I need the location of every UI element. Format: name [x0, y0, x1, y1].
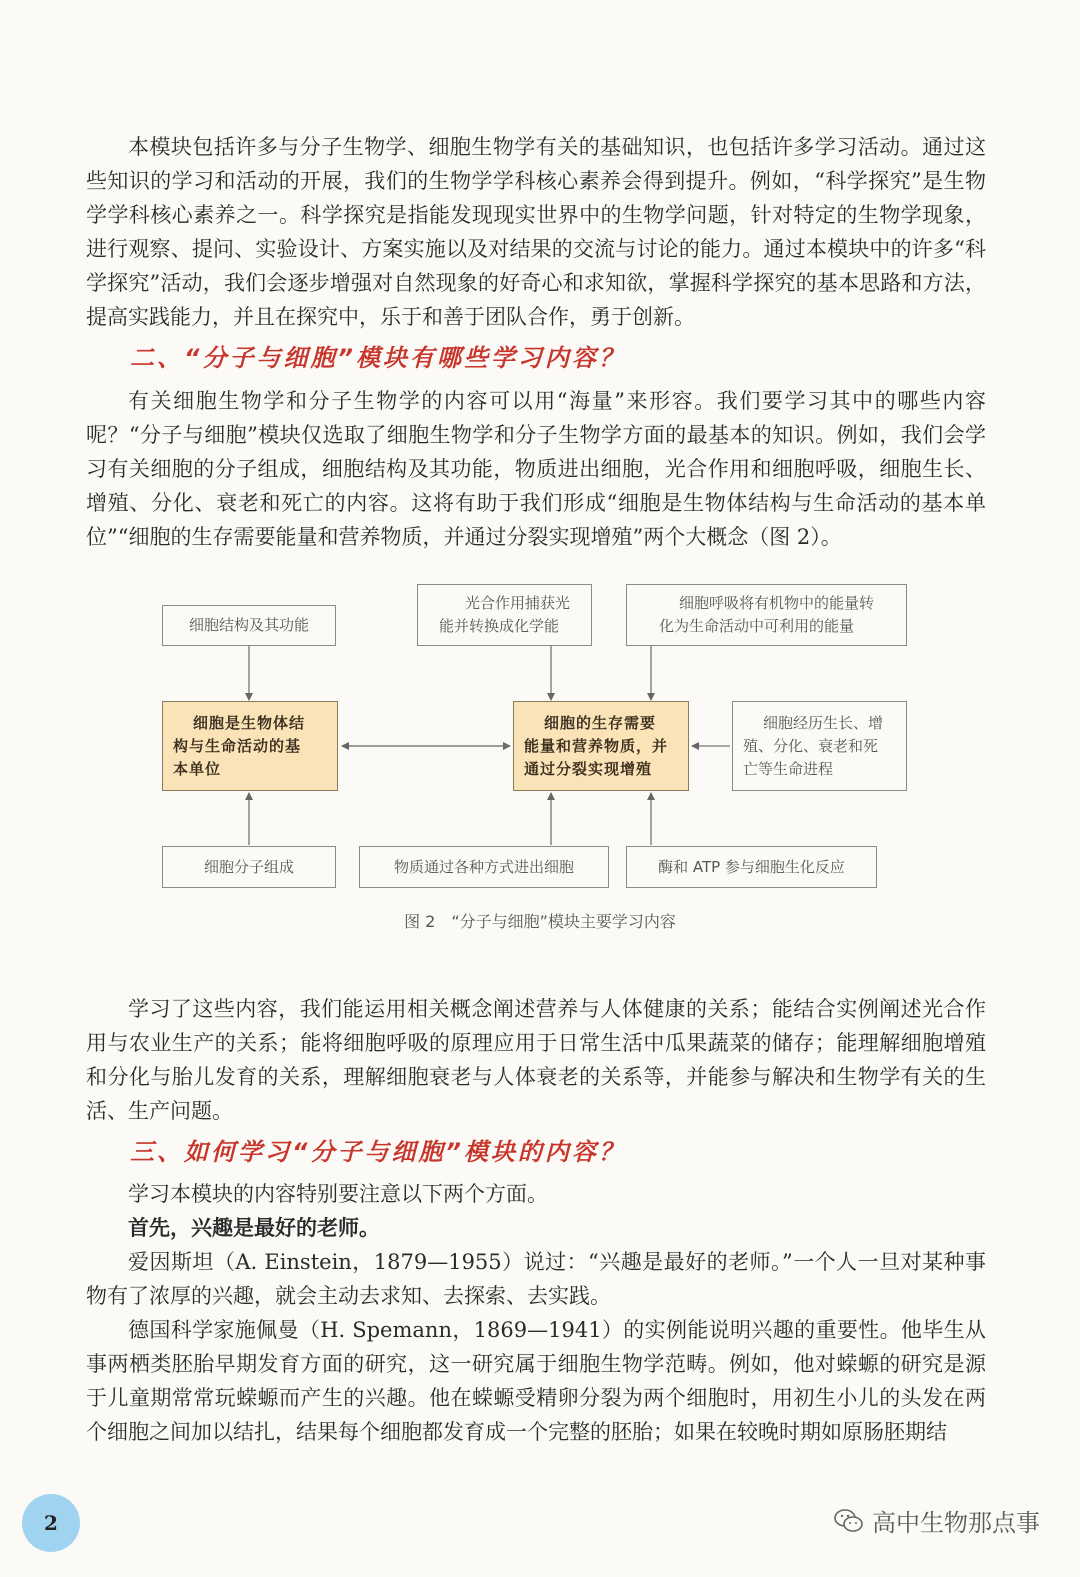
- box-core-left-line: 构与生命活动的基: [173, 736, 302, 755]
- box-core-left-line: 细胞是生物体结: [193, 713, 306, 732]
- box-core-right-line: 通过分裂实现增殖: [524, 759, 653, 778]
- section-heading-3: 三、如何学习“分子与细胞”模块的内容？: [130, 1138, 626, 1166]
- watermark: [834, 1503, 1040, 1538]
- box-cell-structure: [162, 605, 336, 646]
- box-transport: [359, 846, 609, 888]
- intro-paragraph: 本模块包括许多与分子生物学、细胞生物学有关的基础知识，也包括许多学习活动。通过这些知识的学习和活动的开展，我们的生物学学科核心素养会得到提升。例如，“科学探究”是生物学学科核心素养之一。科学探究是指能发现现实世界中的生物学问题，针对特定的生物学现象，进行观察、提问、实验设计、方案实施以及对结果的交流与讨论的能力。通过本模块中的许多“科学探究”活动，我们会逐步增强对自然现象的好奇心和求知欲，掌握科学探究的基本思路和方法，提高实践能力，并且在探究中，乐于和善于团队合作，勇于创新。: [86, 135, 986, 329]
- box-core-left-line: 本单位: [173, 759, 222, 778]
- box-molecular-text: 细胞分子组成: [203, 857, 294, 876]
- spemann-paragraph: 德国科学家施佩曼（H. Spemann，1869—1941）的实例能说明兴趣的重要性。他毕生从事两栖类胚胎早期发育方面的研究，这一研究属于细胞生物学范畴。例如，他对蝾螈的研究是源于儿童期常常玩蝾螈而产生的兴趣。他在蝾螈受精卵分裂为两个细胞时，用初生小儿的头发在两个细胞之间加以结扎，结果每个细胞都发育成一个完整的胚胎；如果在较晚时期如原肠胚期结: [86, 1318, 986, 1444]
- box-molecular-composition: [162, 846, 336, 888]
- box-transport-text: 物质通过各种方式进出细胞: [393, 857, 574, 876]
- box-photosynthesis: [417, 584, 592, 646]
- content-paragraph: 有关细胞生物学和分子生物学的内容可以用“海量”来形容。我们要学习其中的哪些内容呢？“分子与细胞”模块仅选取了细胞生物学和分子生物学方面的最基本的知识。例如，我们会学习有关细胞的分子组成，细胞结构及其功能，物质进出细胞，光合作用和细胞呼吸，细胞生长、增殖、分化、衰老和死亡的内容。这将有助于我们形成“细胞是生物体结构与生命活动的基本单位”“细胞的生存需要能量和营养物质，并通过分裂实现增殖”两个大概念（图 2）。: [86, 389, 986, 549]
- page-number: [22, 1494, 80, 1552]
- box-life-process-line: 细胞经历生长、增: [763, 713, 884, 732]
- box-photosynthesis-line: 光合作用捕获光: [464, 594, 570, 612]
- box-core-right-line: 能量和营养物质，并: [524, 736, 669, 755]
- box-core-cell-survival: [513, 701, 689, 791]
- approach-paragraph: 学习本模块的内容特别要注意以下两个方面。: [128, 1182, 548, 1206]
- outcome-paragraph: 学习了这些内容，我们能运用相关概念阐述营养与人体健康的关系；能结合实例阐述光合作用与农业生产的关系；能将细胞呼吸的原理应用于日常生活中瓜果蔬菜的储存；能理解细胞增殖和分化与胎儿发育的关系，理解细胞衰老与人体衰老的关系等，并能参与解决和生物学有关的生活、生产问题。: [86, 997, 986, 1123]
- box-respiration-line: 化为生命活动中可利用的能量: [658, 617, 854, 635]
- box-life-process-line: 亡等生命进程: [743, 759, 834, 778]
- box-respiration: [626, 584, 907, 646]
- watermark-text: 高中生物那点事: [872, 1509, 1040, 1537]
- box-life-process-line: 殖、分化、衰老和死: [743, 736, 879, 755]
- einstein-paragraph: 爱因斯坦（A. Einstein，1879—1955）说过：“兴趣是最好的老师。”一个人一旦对某种事物有了浓厚的兴趣，就会主动去求知、去探索、去实践。: [86, 1250, 986, 1308]
- box-cell-structure-text: 细胞结构及其功能: [188, 616, 309, 634]
- box-respiration-line: 细胞呼吸将有机物中的能量转: [678, 594, 874, 612]
- box-enzyme-atp: [626, 846, 877, 888]
- box-core-right-line: 细胞的生存需要: [544, 713, 657, 732]
- figure-caption: 图 2 “分子与细胞”模块主要学习内容: [404, 912, 676, 931]
- interest-subheading: 首先，兴趣是最好的老师。: [128, 1215, 380, 1240]
- box-life-process: [732, 701, 907, 791]
- box-core-cell-unit: [162, 701, 338, 791]
- section-heading-2: 二、“分子与细胞”模块有哪些学习内容？: [130, 344, 626, 372]
- wechat-icon: [834, 1508, 864, 1534]
- box-photosynthesis-line: 能并转换成化学能: [438, 617, 559, 635]
- box-enzyme-text: 酶和 ATP 参与细胞生化反应: [658, 857, 845, 876]
- page-number-text: 2: [44, 1511, 58, 1535]
